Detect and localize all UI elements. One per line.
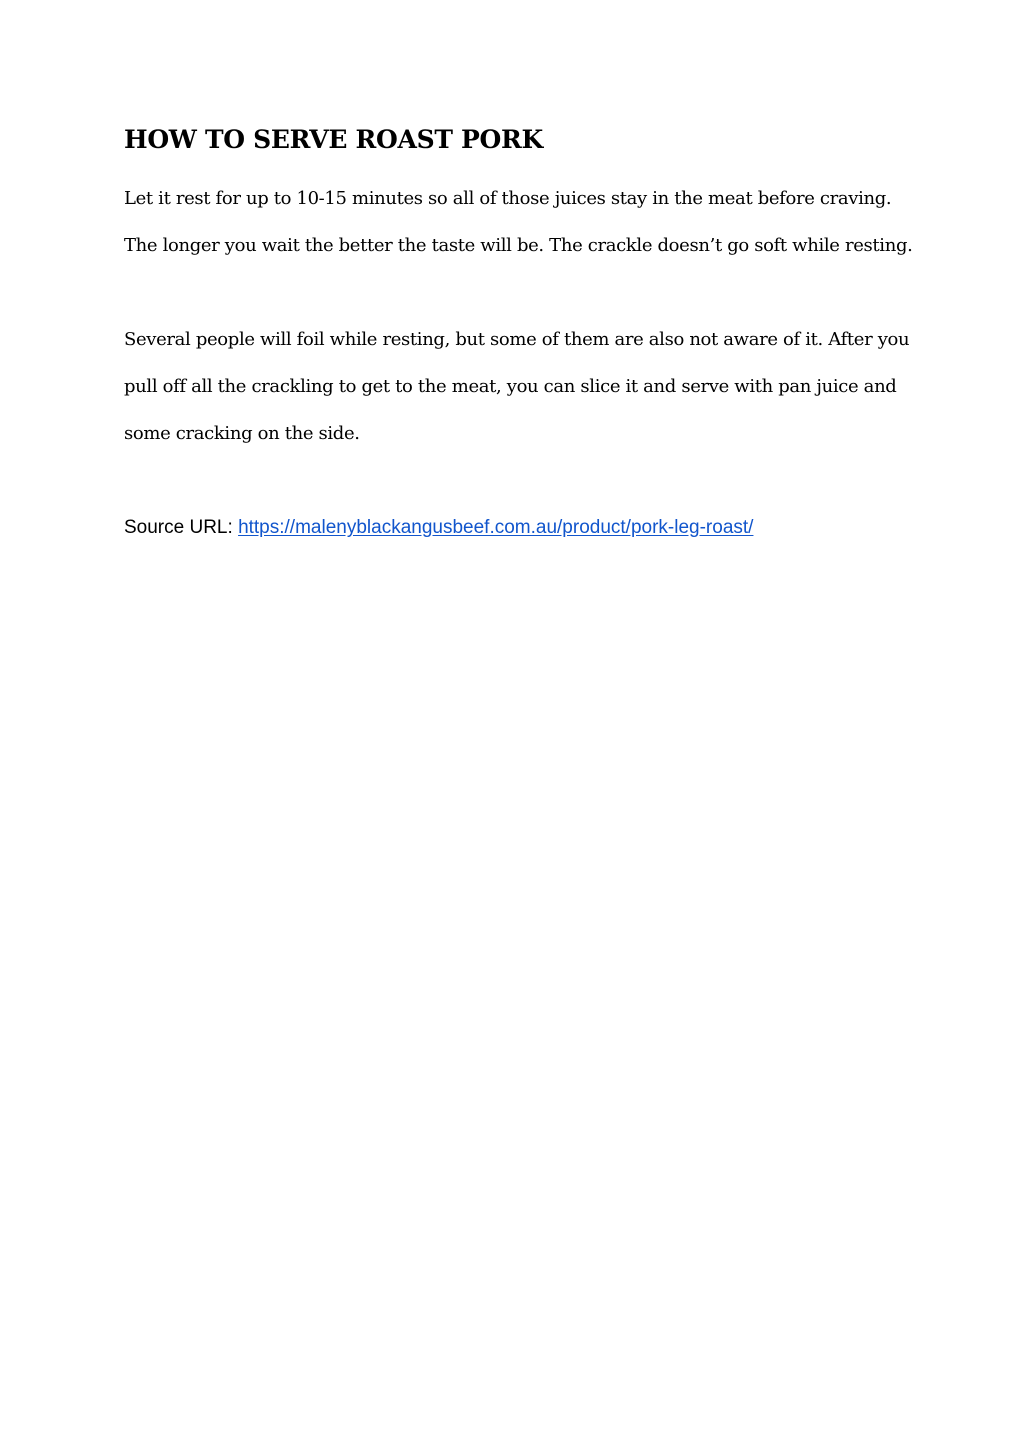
source-url-link[interactable]: https://malenyblackangusbeef.com.au/product/pork-leg-roast/ (238, 517, 754, 538)
source-label: Source URL: (124, 517, 233, 538)
document-body (124, 118, 914, 551)
page-title: HOW TO SERVE ROAST PORK (124, 125, 543, 154)
source-line (124, 504, 914, 551)
paragraph-resting: Let it rest for up to 10-15 minutes so all of those juices stay in the meat before craving. The longer you wait the better the taste will be. The crackle doesn’t go soft while resting. (124, 188, 913, 256)
paragraph-serving: Several people will foil while resting, but some of them are also not aware of it. After you pull off all the crackling to get to the meat, you can slice it and serve with pan juice and some cracking on the side. (124, 329, 910, 444)
